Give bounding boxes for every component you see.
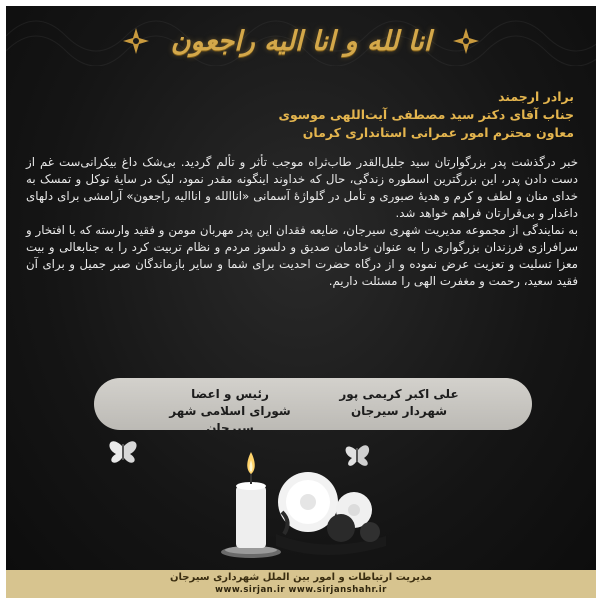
ornament-right-icon — [451, 26, 481, 56]
condolence-card — [6, 6, 596, 598]
header-row — [6, 18, 596, 64]
butterfly-left-icon — [109, 441, 136, 462]
butterfly-right-icon — [346, 445, 370, 466]
footer-bar — [6, 570, 596, 598]
candle-flower-illustration — [86, 424, 526, 564]
signature-mayor — [329, 386, 469, 420]
addressee-position: معاون محترم امور عمرانی استانداری کرمان — [302, 125, 574, 140]
verse-calligraphy: انا لله و انا الیه راجعون — [170, 25, 432, 57]
footer-websites: www.sirjan.ir www.sirjanshahr.ir — [215, 585, 387, 595]
message-paragraph-2: به نمایندگی از مجموعه مدیریت شهری سیرجان، ضایعه فقدان این پدر مهربان مومن و فقید وارسته که با افتخار و سرافرازی فرزندان بزرگواری را به عنوان خادمان صدیق و دلسوز مردم و نظام تربیت کرد را به جنابعالی و بیت معزا تسلیت و تعزیت عرض نموده و از درگاه حضرت احدیت برای شما و سایر بازماندگان صبر جمیل و برای آن فقید سعید، رحمت و مغفرت الهی را مسئلت داریم. — [26, 223, 578, 288]
addressee-block — [54, 88, 574, 142]
ornament-left-icon — [121, 26, 151, 56]
flower-bouquet-icon — [276, 472, 386, 555]
message-paragraph-1: خبر درگذشت پدر بزرگوارتان سید جلیل‌القدر طاب‌ثراه موجب تأثر و تألم گردید. بی‌شک داغ بیکرانی‌ست غم از دست دادن پدر، این بزرگترین اسطوره زندگی، حال که خداوند اینگونه مقدر نمود، لیک در سایهٔ توکل و تمسک به خدای منان و لطف و کرم و هدیهٔ صبوری و تأمل در گلواژهٔ آسمانی «اناالله و انااليه راجعون» آرامشی برای دلهای داغدار و بی‌قرارتان فراهم خواهد شد. — [26, 155, 578, 220]
footer-organization: مدیریت ارتباطات و امور بین الملل شهرداری سیرجان — [169, 572, 433, 583]
addressee-salutation: برادر ارجمند — [498, 89, 574, 104]
candle-icon — [236, 452, 266, 548]
addressee-name: جناب آقای دکتر سید مصطفی آیت‌اللهی موسوی — [278, 107, 574, 122]
council-title: شورای اسلامی شهر سیرجان — [169, 404, 291, 435]
message-body — [26, 154, 578, 290]
mayor-title: شهردار سیرجان — [350, 404, 448, 418]
mayor-name: علی اکبر کریمی پور — [339, 387, 459, 401]
council-name: رئیس و اعضا — [191, 387, 269, 401]
